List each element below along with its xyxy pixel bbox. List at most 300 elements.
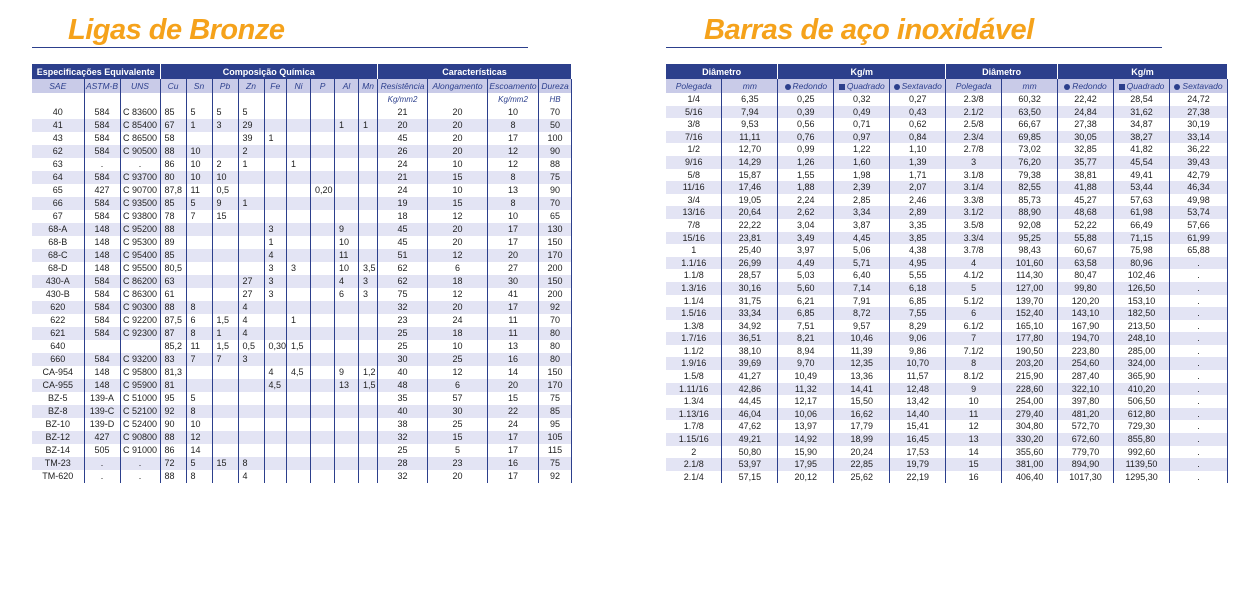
- table-cell: [186, 249, 212, 262]
- table-cell: 11,32: [778, 383, 834, 396]
- column-header-label: mm: [1022, 81, 1037, 91]
- table-cell: 1,71: [890, 169, 946, 182]
- table-cell: [287, 184, 311, 197]
- table-cell: 17: [488, 132, 539, 145]
- table-cell: C 86300: [120, 288, 160, 301]
- table-row: [666, 332, 1228, 345]
- table-cell: C 93500: [120, 197, 160, 210]
- table-cell: C 90500: [120, 145, 160, 158]
- table-cell: 81: [160, 379, 186, 392]
- table-cell: 9,06: [890, 332, 946, 345]
- table-cell: 4.1/2: [946, 269, 1002, 282]
- table-cell: 1,5: [359, 379, 378, 392]
- table-cell: 12,17: [778, 395, 834, 408]
- table-cell: 1: [287, 314, 311, 327]
- table-cell: C 95500: [120, 262, 160, 275]
- table-cell: [311, 106, 335, 119]
- table-cell: [264, 197, 287, 210]
- table-cell: [359, 171, 378, 184]
- table-cell: [311, 132, 335, 145]
- table-cell: 365,90: [1114, 370, 1170, 383]
- table-cell: 15: [212, 457, 238, 470]
- table-cell: 11,11: [722, 131, 778, 144]
- table-cell: [238, 431, 264, 444]
- table-cell: 127,00: [1002, 282, 1058, 295]
- table-cell: 12: [428, 288, 488, 301]
- table-cell: [212, 392, 238, 405]
- table-cell: 36,22: [1169, 143, 1227, 156]
- table-cell: .: [84, 158, 120, 171]
- table-cell: [264, 353, 287, 366]
- table-cell: 61,99: [1169, 232, 1227, 245]
- unit-cell: [186, 93, 212, 106]
- table-cell: [212, 262, 238, 275]
- table-cell: [359, 249, 378, 262]
- table-cell: 38,10: [722, 345, 778, 358]
- table-cell: 6: [428, 262, 488, 275]
- table-cell: [359, 457, 378, 470]
- table-cell: 3: [359, 275, 378, 288]
- table-row: [666, 446, 1228, 459]
- column-header: Sn: [186, 79, 212, 93]
- table-cell: 10: [186, 145, 212, 158]
- table-cell: 11: [186, 340, 212, 353]
- table-cell: 1: [359, 119, 378, 132]
- table-cell: 14,40: [890, 408, 946, 421]
- table-row: [666, 345, 1228, 358]
- column-header: [890, 79, 946, 93]
- table-cell: 3.5/8: [946, 219, 1002, 232]
- table-cell: [359, 197, 378, 210]
- table-cell: 10,70: [890, 357, 946, 370]
- column-header-label: Redondo: [792, 81, 828, 91]
- table-cell: 2,07: [890, 181, 946, 194]
- table-cell: 177,80: [1002, 332, 1058, 345]
- table-cell: [287, 418, 311, 431]
- table-cell: 45,27: [1058, 194, 1114, 207]
- table-cell: [311, 327, 335, 340]
- table-cell: 1,5: [212, 340, 238, 353]
- table-cell: 20,24: [834, 446, 890, 459]
- table-cell: 1.5/16: [666, 307, 722, 320]
- column-header: [666, 79, 722, 93]
- table-cell: 729,30: [1114, 420, 1170, 433]
- column-header-label: Polegada: [675, 81, 712, 91]
- table-cell: 57,66: [1169, 219, 1227, 232]
- table-cell: [212, 288, 238, 301]
- table-cell: 7: [946, 332, 1002, 345]
- table-cell: 34,92: [722, 320, 778, 333]
- table-cell: 584: [84, 132, 120, 145]
- table-cell: 90: [160, 418, 186, 431]
- table-row: [666, 118, 1228, 131]
- table-cell: [335, 418, 359, 431]
- table-cell: 80,96: [1114, 257, 1170, 270]
- table-cell: 4,38: [890, 244, 946, 257]
- table-cell: 68-A: [32, 223, 84, 236]
- table-cell: .: [1169, 332, 1227, 345]
- table-cell: [212, 301, 238, 314]
- table-cell: 38,81: [1058, 169, 1114, 182]
- table-cell: 4,5: [287, 366, 311, 379]
- table-cell: 63,58: [1058, 257, 1114, 270]
- table-cell: 279,40: [1002, 408, 1058, 421]
- table-cell: 92: [160, 405, 186, 418]
- table-cell: 1139,50: [1114, 458, 1170, 471]
- table-cell: 584: [84, 210, 120, 223]
- filled-circle-icon: [785, 84, 791, 90]
- table-cell: .: [1169, 383, 1227, 396]
- table-cell: 779,70: [1058, 446, 1114, 459]
- table-cell: 120,20: [1058, 295, 1114, 308]
- table-cell: 80: [160, 171, 186, 184]
- table-cell: [335, 197, 359, 210]
- table-cell: 11: [488, 314, 539, 327]
- table-row: [666, 181, 1228, 194]
- table-cell: 13/16: [666, 206, 722, 219]
- table-row: [666, 206, 1228, 219]
- column-header-label: Quadrado: [1126, 81, 1165, 91]
- table-cell: 11,57: [890, 370, 946, 383]
- table-cell: 26: [378, 145, 428, 158]
- table-row: [666, 269, 1228, 282]
- table-cell: 130: [539, 223, 572, 236]
- bronze-table-body: [32, 106, 572, 483]
- table-cell: 60,67: [1058, 244, 1114, 257]
- table-cell: 18: [428, 327, 488, 340]
- table-cell: 16,45: [890, 433, 946, 446]
- table-cell: 85: [160, 197, 186, 210]
- table-cell: 17: [488, 444, 539, 457]
- table-cell: 1,55: [778, 169, 834, 182]
- table-cell: 80: [539, 340, 572, 353]
- column-header: ASTM-B: [85, 81, 119, 91]
- table-cell: 15,50: [834, 395, 890, 408]
- table-cell: 4,49: [778, 257, 834, 270]
- table-cell: 27: [488, 262, 539, 275]
- table-cell: 115: [539, 444, 572, 457]
- table-row: [32, 301, 572, 314]
- table-cell: [311, 171, 335, 184]
- table-cell: C 91000: [120, 444, 160, 457]
- table-cell: [287, 106, 311, 119]
- table-cell: 254,60: [1058, 357, 1114, 370]
- table-cell: 10: [946, 395, 1002, 408]
- table-row: [666, 383, 1228, 396]
- table-cell: 4,45: [834, 232, 890, 245]
- table-cell: 4: [946, 257, 1002, 270]
- column-header: [1002, 79, 1058, 93]
- table-cell: 92,08: [1002, 219, 1058, 232]
- table-cell: 17: [488, 431, 539, 444]
- table-cell: 1/4: [666, 93, 722, 106]
- table-row: [32, 132, 572, 145]
- table-cell: 304,80: [1002, 420, 1058, 433]
- table-cell: 21: [378, 106, 428, 119]
- table-cell: 4: [335, 275, 359, 288]
- table-cell: 5,71: [834, 257, 890, 270]
- table-cell: [311, 353, 335, 366]
- table-cell: C 95800: [120, 366, 160, 379]
- table-cell: 190,50: [1002, 345, 1058, 358]
- table-cell: 3,35: [890, 219, 946, 232]
- column-header: Resistência: [378, 79, 428, 93]
- table-cell: 20: [378, 119, 428, 132]
- table-cell: 4,5: [264, 379, 287, 392]
- table-cell: 65: [32, 184, 84, 197]
- table-cell: 25: [378, 327, 428, 340]
- table-cell: 11/16: [666, 181, 722, 194]
- table-row: [32, 418, 572, 431]
- table-cell: [186, 288, 212, 301]
- table-cell: 61,98: [1114, 206, 1170, 219]
- table-row: [32, 210, 572, 223]
- table-cell: 194,70: [1058, 332, 1114, 345]
- table-cell: 20: [428, 119, 488, 132]
- table-cell: 254,00: [1002, 395, 1058, 408]
- table-cell: [311, 197, 335, 210]
- table-cell: 8: [488, 197, 539, 210]
- table-cell: 20: [428, 301, 488, 314]
- table-cell: 322,10: [1058, 383, 1114, 396]
- table-cell: 6: [186, 314, 212, 327]
- table-cell: 48,68: [1058, 206, 1114, 219]
- table-cell: 6.1/2: [946, 320, 1002, 333]
- table-cell: 16,62: [834, 408, 890, 421]
- table-cell: 3,97: [778, 244, 834, 257]
- column-header: Al: [335, 79, 359, 93]
- table-cell: 22,19: [890, 471, 946, 484]
- table-cell: 15: [428, 197, 488, 210]
- table-cell: 7/8: [666, 219, 722, 232]
- table-cell: 60,32: [1002, 93, 1058, 106]
- table-cell: 7: [212, 353, 238, 366]
- table-cell: 8: [238, 457, 264, 470]
- table-cell: [287, 236, 311, 249]
- table-cell: C 92300: [120, 327, 160, 340]
- table-cell: 10: [428, 158, 488, 171]
- table-cell: 2.1/8: [666, 458, 722, 471]
- table-cell: 6,85: [778, 307, 834, 320]
- table-cell: [359, 431, 378, 444]
- table-cell: 3: [264, 262, 287, 275]
- table-row: [32, 366, 572, 379]
- table-cell: [287, 431, 311, 444]
- table-cell: [186, 236, 212, 249]
- table-cell: .: [1169, 269, 1227, 282]
- table-cell: 2.3/4: [946, 131, 1002, 144]
- table-cell: 1295,30: [1114, 471, 1170, 484]
- steel-table-body: [666, 93, 1228, 483]
- table-cell: [238, 223, 264, 236]
- table-cell: 26,99: [722, 257, 778, 270]
- table-cell: 4: [238, 301, 264, 314]
- table-cell: 584: [84, 197, 120, 210]
- column-header: [722, 79, 778, 93]
- table-row: [32, 197, 572, 210]
- table-cell: 1.3/8: [666, 320, 722, 333]
- table-cell: 1.1/2: [666, 345, 722, 358]
- table-cell: [264, 327, 287, 340]
- table-cell: 6: [946, 307, 1002, 320]
- table-cell: 13,36: [834, 370, 890, 383]
- table-cell: 39,43: [1169, 156, 1227, 169]
- table-cell: 12: [428, 366, 488, 379]
- column-header-label: Redondo: [1072, 81, 1107, 91]
- table-cell: 167,90: [1058, 320, 1114, 333]
- table-cell: 148: [84, 262, 120, 275]
- table-cell: 20: [428, 236, 488, 249]
- table-cell: 4,95: [890, 257, 946, 270]
- table-cell: 10,49: [778, 370, 834, 383]
- column-header-label: Sextavado: [901, 81, 942, 91]
- table-cell: 23: [428, 457, 488, 470]
- table-cell: [264, 444, 287, 457]
- table-cell: 23: [378, 314, 428, 327]
- table-cell: 213,50: [1114, 320, 1170, 333]
- table-cell: TM-23: [32, 457, 84, 470]
- table-cell: 9,57: [834, 320, 890, 333]
- unit-cell: [311, 93, 335, 106]
- table-cell: [359, 418, 378, 431]
- table-cell: 7,14: [834, 282, 890, 295]
- table-cell: 7: [186, 353, 212, 366]
- table-cell: [264, 314, 287, 327]
- table-cell: 1.15/16: [666, 433, 722, 446]
- table-cell: 63: [160, 275, 186, 288]
- group-header-caracteristicas: Características: [378, 64, 572, 79]
- table-cell: [212, 379, 238, 392]
- unit-cell: [359, 93, 378, 106]
- table-cell: 24,84: [1058, 106, 1114, 119]
- filled-square-icon: [839, 84, 845, 90]
- table-cell: [212, 405, 238, 418]
- table-cell: 16: [488, 353, 539, 366]
- table-cell: .: [120, 470, 160, 483]
- table-cell: BZ-10: [32, 418, 84, 431]
- group-header-composicao: Composição Química: [160, 64, 378, 79]
- units-row: [32, 93, 572, 106]
- table-cell: 88,90: [1002, 206, 1058, 219]
- table-cell: 9,70: [778, 357, 834, 370]
- table-cell: 12: [488, 145, 539, 158]
- table-cell: 8: [186, 405, 212, 418]
- table-cell: 612,80: [1114, 408, 1170, 421]
- table-row: [666, 169, 1228, 182]
- table-row: [32, 431, 572, 444]
- table-cell: 40: [32, 106, 84, 119]
- table-cell: 2,39: [834, 181, 890, 194]
- table-cell: 35,77: [1058, 156, 1114, 169]
- table-cell: 13: [488, 184, 539, 197]
- table-row: [666, 194, 1228, 207]
- table-cell: 87,8: [160, 184, 186, 197]
- table-cell: 87,5: [160, 314, 186, 327]
- table-cell: 30,05: [1058, 131, 1114, 144]
- table-cell: 81,3: [160, 366, 186, 379]
- table-cell: 46,34: [1169, 181, 1227, 194]
- table-cell: [335, 106, 359, 119]
- table-cell: [287, 171, 311, 184]
- table-cell: BZ-14: [32, 444, 84, 457]
- table-row: [666, 458, 1228, 471]
- column-header: Zn: [238, 79, 264, 93]
- table-cell: 20: [488, 249, 539, 262]
- table-cell: [311, 210, 335, 223]
- table-cell: 17: [488, 223, 539, 236]
- table-cell: 150: [539, 366, 572, 379]
- group-header-kgm-2: Kg/m: [1058, 64, 1228, 79]
- table-cell: 17,53: [890, 446, 946, 459]
- table-cell: 148: [84, 249, 120, 262]
- table-cell: 85: [160, 249, 186, 262]
- table-cell: 63,50: [1002, 106, 1058, 119]
- table-cell: [264, 418, 287, 431]
- table-cell: [186, 366, 212, 379]
- table-cell: 1.1/16: [666, 257, 722, 270]
- unit-cell: [84, 93, 120, 106]
- table-cell: 8,72: [834, 307, 890, 320]
- table-cell: 16: [488, 457, 539, 470]
- table-cell: 584: [84, 145, 120, 158]
- table-cell: C 90700: [120, 184, 160, 197]
- table-cell: 22,85: [834, 458, 890, 471]
- table-cell: 0,97: [834, 131, 890, 144]
- table-cell: [212, 418, 238, 431]
- table-cell: [311, 431, 335, 444]
- table-row: [32, 171, 572, 184]
- table-row: [666, 219, 1228, 232]
- table-row: [666, 357, 1228, 370]
- table-cell: 584: [84, 353, 120, 366]
- table-cell: .: [1169, 420, 1227, 433]
- table-cell: 3,04: [778, 219, 834, 232]
- table-cell: 505: [84, 444, 120, 457]
- table-cell: 28,54: [1114, 93, 1170, 106]
- table-cell: 9,53: [722, 118, 778, 131]
- table-cell: 5: [186, 392, 212, 405]
- table-cell: 1: [287, 158, 311, 171]
- table-cell: 23,81: [722, 232, 778, 245]
- table-cell: 14: [946, 446, 1002, 459]
- table-cell: 0,62: [890, 118, 946, 131]
- table-cell: [335, 444, 359, 457]
- table-cell: 1: [335, 119, 359, 132]
- table-cell: 68-B: [32, 236, 84, 249]
- table-cell: 14: [186, 444, 212, 457]
- table-cell: [311, 392, 335, 405]
- table-cell: 148: [84, 366, 120, 379]
- table-cell: 139-C: [84, 405, 120, 418]
- table-cell: [359, 392, 378, 405]
- table-cell: 65: [539, 210, 572, 223]
- table-cell: 6,40: [834, 269, 890, 282]
- table-cell: 0,84: [890, 131, 946, 144]
- column-header: P: [311, 79, 335, 93]
- table-cell: 13,42: [890, 395, 946, 408]
- table-row: [666, 106, 1228, 119]
- table-cell: 9: [946, 383, 1002, 396]
- table-cell: 88: [160, 470, 186, 483]
- table-cell: C 93700: [120, 171, 160, 184]
- table-cell: [311, 223, 335, 236]
- table-cell: 65,88: [1169, 244, 1227, 257]
- table-cell: 17: [488, 236, 539, 249]
- table-cell: 5,55: [890, 269, 946, 282]
- table-cell: 7,94: [722, 106, 778, 119]
- unit-cell: [428, 93, 488, 106]
- table-cell: [359, 145, 378, 158]
